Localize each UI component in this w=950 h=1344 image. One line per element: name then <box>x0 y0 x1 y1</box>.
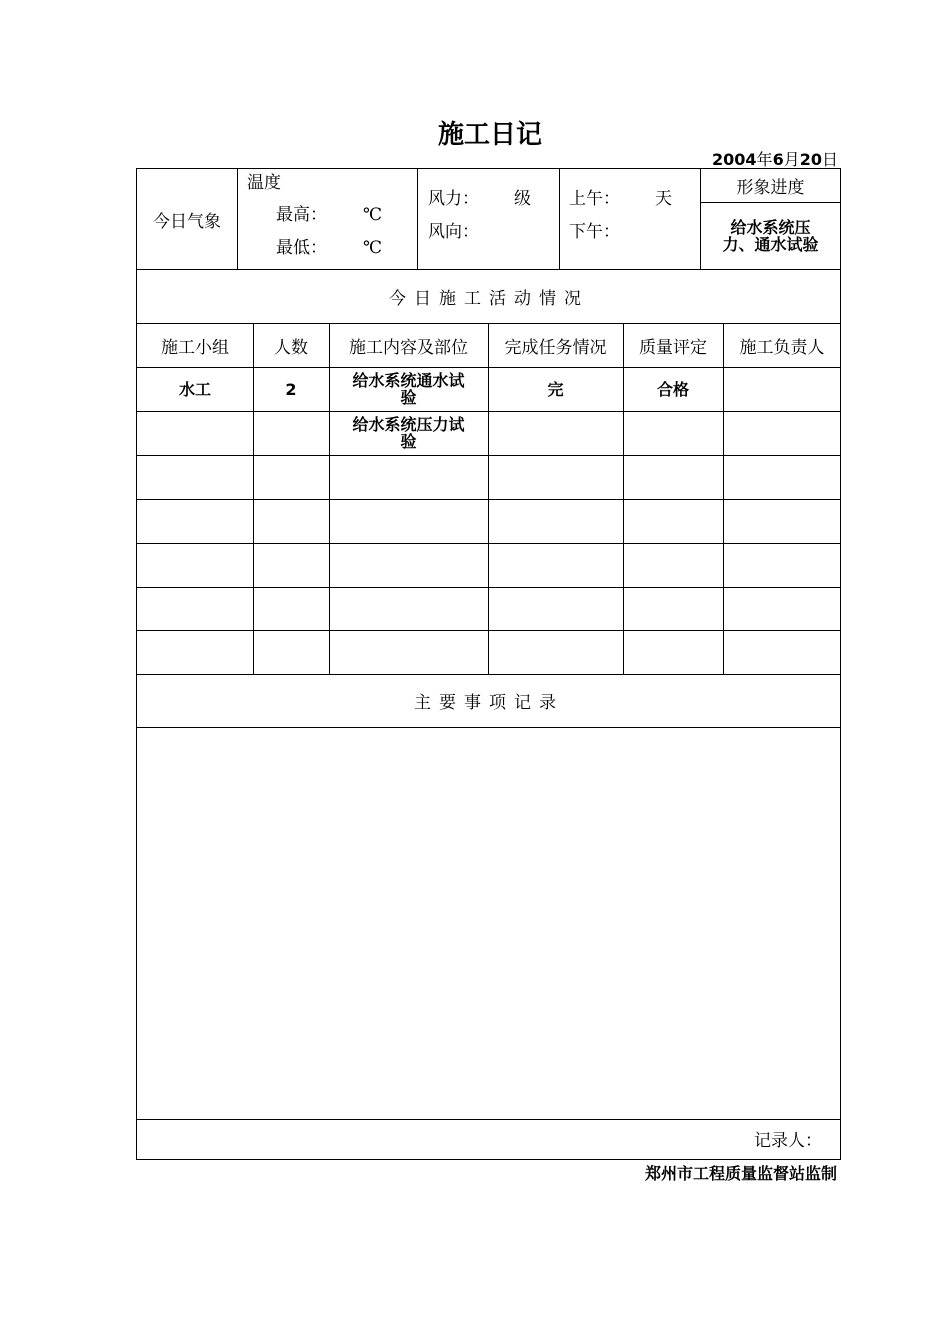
min-temp-unit: ℃ <box>363 238 383 258</box>
weather-divider-3 <box>559 169 560 269</box>
progress-label: 形象进度 <box>736 178 805 198</box>
row1-quality: 合格 <box>656 379 689 399</box>
page-title: 施工日记 <box>437 120 542 150</box>
wind-power-label: 风力： <box>428 189 479 209</box>
pm-weather-label: 下午： <box>569 222 620 242</box>
wind-power-unit: 级 <box>514 189 531 209</box>
row2-content <box>329 411 488 455</box>
col-header-leader: 施工负责人 <box>739 337 825 358</box>
diary-date <box>712 147 838 170</box>
date-year: 2004 <box>712 150 757 169</box>
weather-divider-2 <box>417 169 418 269</box>
row2-content-line2: 验 <box>400 432 417 451</box>
col-header-quality: 质量评定 <box>639 337 707 358</box>
col-header-content: 施工内容及部位 <box>349 337 468 358</box>
col-header-status: 完成任务情况 <box>504 337 607 358</box>
progress-value-line1: 给水系统压 <box>730 218 811 237</box>
weather-divider-1 <box>237 169 238 269</box>
row1-leader <box>723 367 841 411</box>
row1-content-line2: 验 <box>400 388 417 407</box>
main-items-header: 主要事项记录 <box>414 693 564 713</box>
row2-content-line1: 给水系统压力试 <box>352 415 465 434</box>
weather-label: 今日气象 <box>153 211 221 232</box>
min-temp-label: 最低： <box>276 238 327 258</box>
row-line-1 <box>137 411 841 412</box>
row1-status: 完 <box>547 379 564 399</box>
col-header-count: 人数 <box>274 337 308 358</box>
date-day-unit: 日 <box>821 150 838 169</box>
row-line-2 <box>137 455 841 456</box>
am-weather-label: 上午： <box>569 189 620 209</box>
row-line-4 <box>137 543 841 544</box>
date-month: 6 <box>772 150 784 169</box>
am-weather-value: 天 <box>655 189 672 209</box>
temperature-label: 温度 <box>247 173 281 193</box>
row1-group: 水工 <box>178 379 211 399</box>
row1-content <box>329 367 488 411</box>
max-temp-label: 最高： <box>276 205 327 225</box>
recorder-label: 记录人： <box>754 1131 822 1151</box>
row-line-3 <box>137 499 841 500</box>
date-month-unit: 月 <box>783 150 800 169</box>
progress-value-line2: 力、通水试验 <box>722 235 819 254</box>
progress-value <box>700 203 841 269</box>
activity-section-header: 今日施工活动情况 <box>389 288 589 309</box>
diary-form <box>136 168 841 1160</box>
recorder-line <box>137 1119 841 1120</box>
row1-content-line1: 给水系统通水试 <box>352 371 465 390</box>
row1-count: 2 <box>285 379 297 399</box>
footer-issuer: 郑州市工程质量监督站监制 <box>644 1164 837 1183</box>
date-day: 20 <box>799 150 822 169</box>
max-temp-unit: ℃ <box>363 205 383 225</box>
date-year-unit: 年 <box>756 150 773 169</box>
main-items-area <box>137 728 841 1118</box>
row-line-6 <box>137 630 841 631</box>
row-line-5 <box>137 587 841 588</box>
col-header-group: 施工小组 <box>161 337 229 358</box>
wind-direction-label: 风向： <box>428 222 479 242</box>
